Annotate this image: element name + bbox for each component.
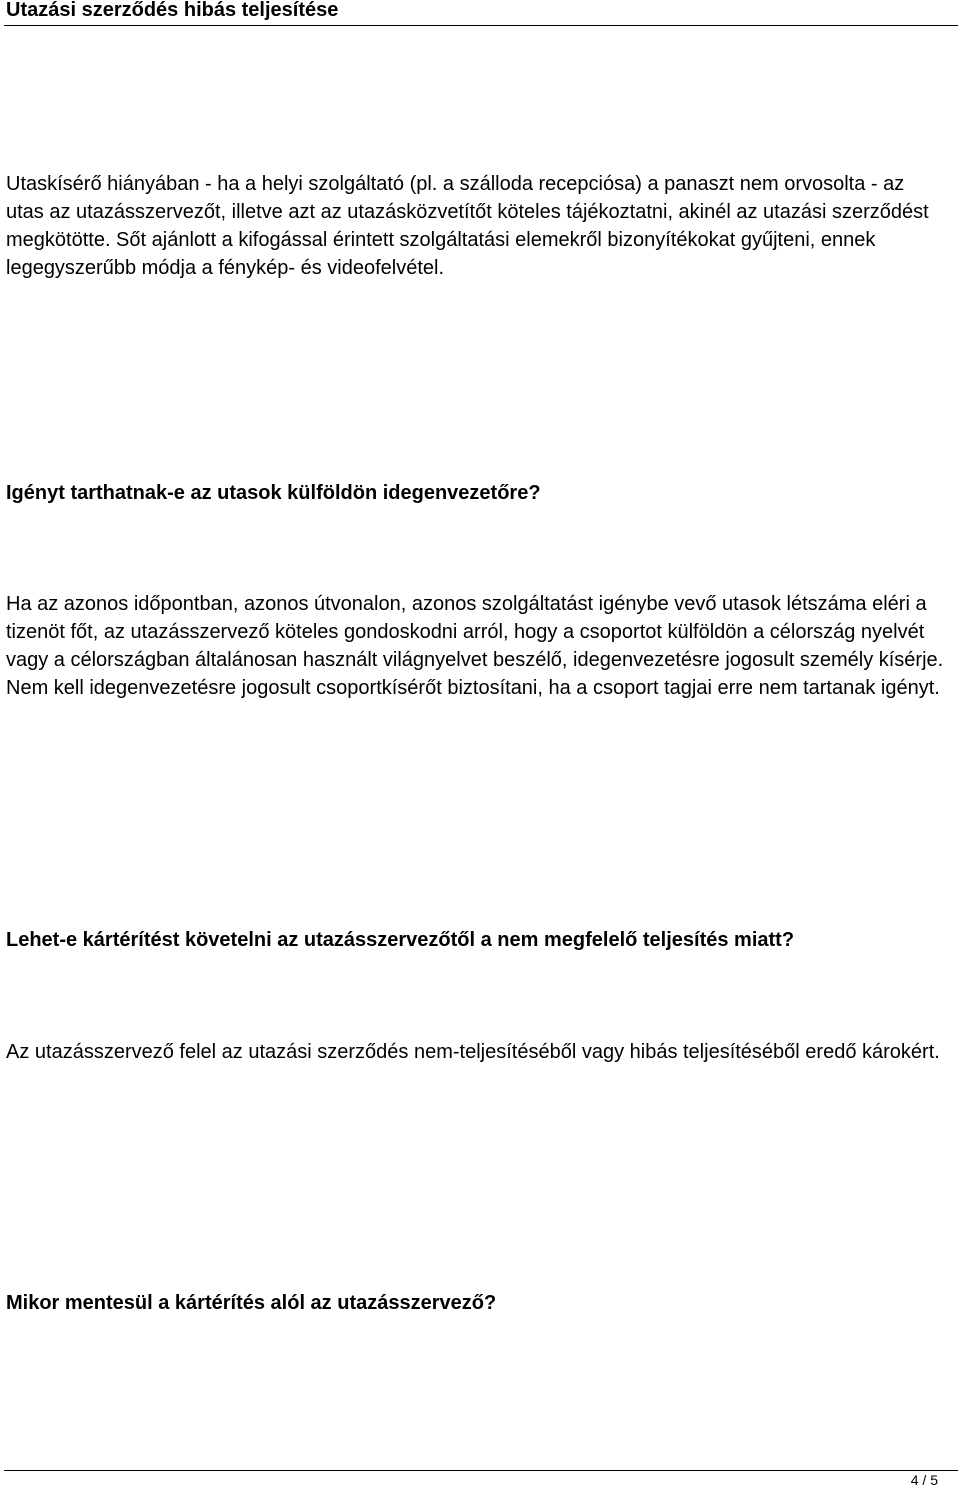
document-title: Utazási szerződés hibás teljesítése <box>6 0 339 21</box>
paragraph-liability: Az utazásszervező felel az utazási szerződés nem-teljesítéséből vagy hibás teljesítéséből eredő károkért. <box>6 1041 940 1063</box>
heading-tour-guide: Igényt tarthatnak-e az utasok külföldön idegenvezetőre? <box>6 482 541 504</box>
footer-divider <box>4 1470 958 1471</box>
heading-compensation: Lehet-e kártérítést követelni az utazásszervezőtől a nem megfelelő teljesítés miatt? <box>6 929 795 951</box>
paragraph-tour-guide: Ha az azonos időpontban, azonos útvonalon, azonos szolgáltatást igénybe vevő utasok létszáma eléri a tizenöt főt, az utazásszervező köteles gondoskodni arról, hogy a csoportot külföldön a célország nyelvét vagy a célországban általánosan használt világnyelvet beszélő, idegenvezetésre jogosult személy kísérje. Nem kell idegenvezetésre jogosult csoportkísérőt biztosítani, ha a csoport tagjai erre nem tartanak igényt. <box>6 593 944 699</box>
paragraph-complaint: Utaskísérő hiányában - ha a helyi szolgáltató (pl. a szálloda recepciósa) a panaszt nem orvosolta - az utas az utazásszervezőt, illetve azt az utazásközvetítőt köteles tájékoztatni, akinél az utazási szerződést megkötötte. Sőt ajánlott a kifogással érintett szolgáltatási elemekről bizonyítékokat gyűjteni, ennek legegyszerűbb módja a fénykép- és videofelvétel. <box>6 173 929 279</box>
header-divider <box>4 25 958 26</box>
heading-exemption: Mikor mentesül a kártérítés alól az utazásszervező? <box>6 1292 497 1314</box>
page-number: 4 / 5 <box>910 1472 938 1488</box>
